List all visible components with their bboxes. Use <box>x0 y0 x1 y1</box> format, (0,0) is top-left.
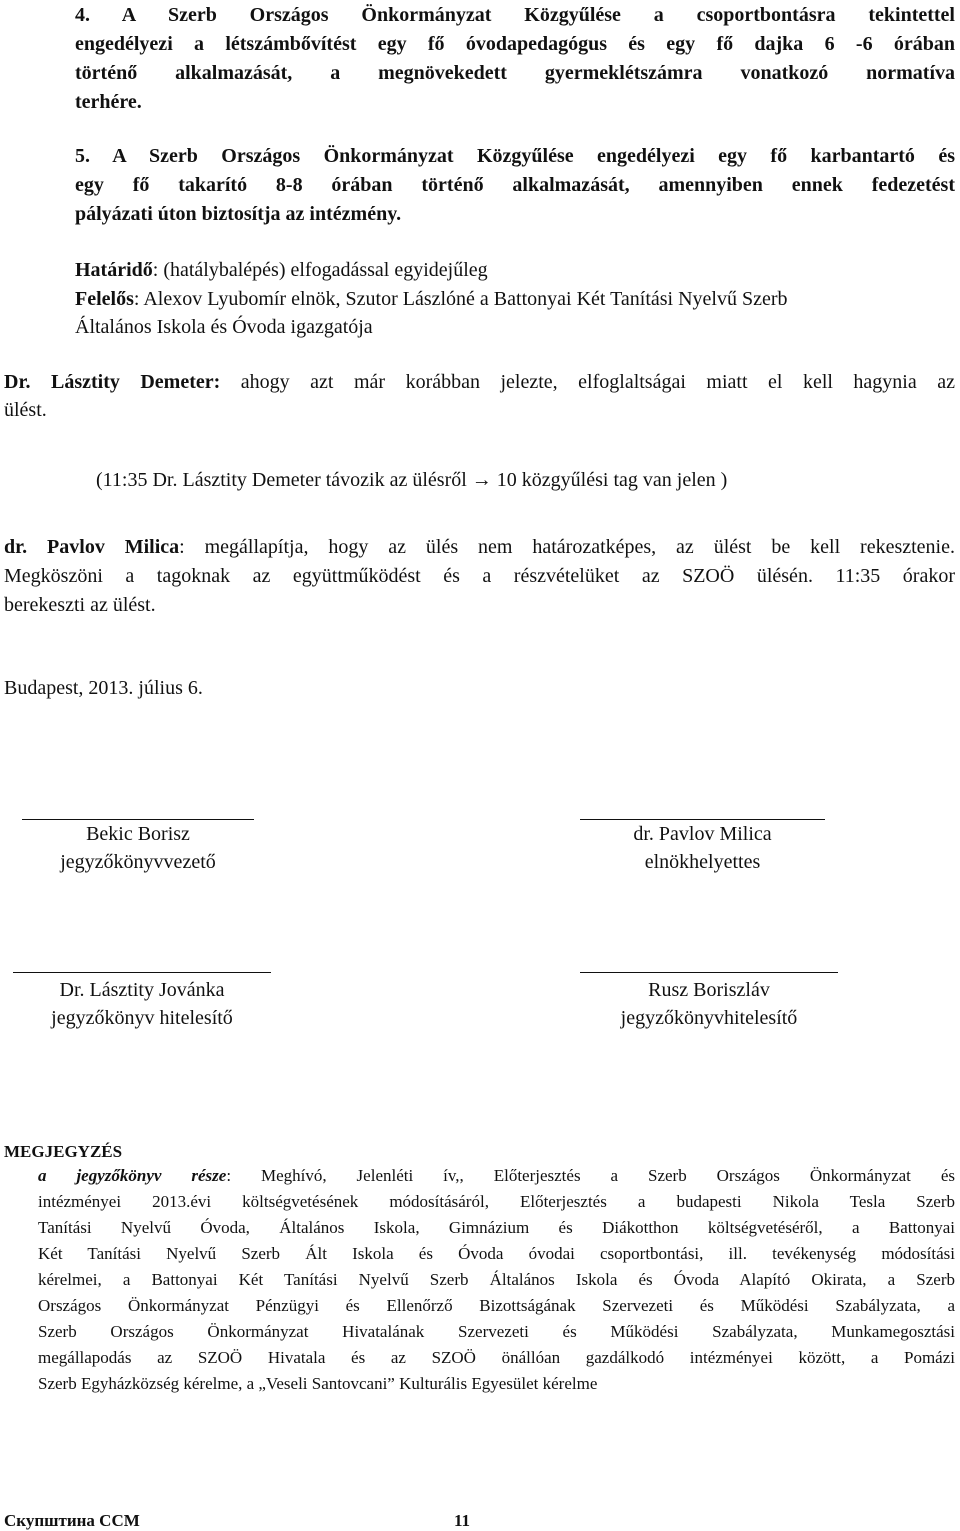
deadline-label: Határidő <box>75 259 153 281</box>
resolution-4-line: engedélyezi a létszámbővítést egy fő óvodapedagógus és egy fő dajka 6 -6 órában <box>75 33 955 55</box>
signature-role: elnökhelyettes <box>644 851 761 873</box>
signature-role: jegyzőkönyvvezető <box>60 851 216 873</box>
pavlov-statement-line-2: Megköszöni a tagoknak az együttműködést és a részvételüket az SZOÖ ülésén. 11:35 órakor <box>4 565 955 587</box>
signature-name: Dr. Lásztity Jovánka <box>59 979 225 1001</box>
lasztity-statement-line-2: ülést. <box>4 399 47 421</box>
resolution-5-line: pályázati úton biztosítja az intézmény. <box>75 203 402 225</box>
signature-line <box>580 972 838 973</box>
remark-line: Országos Önkormányzat Pénzügyi és Ellenőrző Bizottságának Szervezeti és Működési Szabályzata, a <box>38 1296 955 1315</box>
responsible-text: : Alexov Lyubomír elnök, Szutor Lászlóné a Battonyai Két Tanítási Nyelvű Szerb <box>133 288 788 310</box>
pavlov-statement-line-3: berekeszti az ülést. <box>4 594 156 616</box>
remark-line: megállapodás az SZOÖ Hivatala és az SZOÖ önállóan gazdálkodó intézményei között, a Pomázi <box>38 1348 955 1367</box>
remark-text: : Meghívó, Jelenléti ív,, Előterjesztés a Szerb Országos Önkormányzat és <box>226 1166 955 1185</box>
signature-role: jegyzőkönyvhitelesítő <box>620 1007 798 1029</box>
responsible-label: Felelős <box>75 288 134 310</box>
deadline-text: : (hatálybalépés) elfogadással egyidejűleg <box>152 259 488 281</box>
remark-line: Tanítási Nyelvű Óvoda, Általános Iskola, Gimnázium és Diákotthon költségvetéséről, a Battonyai <box>38 1218 955 1237</box>
remark-line <box>38 1164 955 1188</box>
pavlov-statement-line <box>4 536 955 559</box>
place-date: Budapest, 2013. július 6. <box>4 677 203 699</box>
resolution-5-line: 5. A Szerb Országos Önkormányzat Közgyűlése engedélyezi egy fő karbantartó és <box>75 145 955 167</box>
footer-organization: Скупштина ССМ <box>4 1511 140 1530</box>
resolution-5-line: egy fő takarító 8-8 órában történő alkalmazását, amennyiben ennek fedezetést <box>75 174 955 196</box>
deadline-line <box>75 256 488 284</box>
remark-line: intézményei 2013.évi költségvetésének módosításáról, Előterjesztés a budapesti Nikola Tesla Szerb <box>38 1192 955 1211</box>
responsible-line-2: Általános Iskola és Óvoda igazgatója <box>75 316 373 338</box>
signature-line <box>13 972 271 973</box>
speaker-name: dr. Pavlov Milica <box>4 536 180 558</box>
resolution-4-line: terhére. <box>75 91 142 113</box>
signature-role: jegyzőkönyv hitelesítő <box>51 1007 233 1029</box>
signature-name: dr. Pavlov Milica <box>633 823 772 845</box>
signature-name: Bekic Borisz <box>86 823 190 845</box>
statement-text: ahogy azt már korábban jelezte, elfoglaltságai miatt el kell hagynia az <box>220 371 955 393</box>
page-number: 11 <box>454 1511 471 1530</box>
remark-label: a jegyzőkönyv része <box>38 1166 227 1185</box>
resolution-4-line: 4. A Szerb Országos Önkormányzat Közgyűlése a csoportbontásra tekintettel <box>75 4 955 26</box>
remark-heading: MEGJEGYZÉS <box>4 1142 123 1161</box>
remark-line: Két Tanítási Nyelvű Szerb Ált Iskola és Óvoda óvodai csoportbontási, ill. tevékenység módosítási <box>38 1244 955 1263</box>
remark-line: Szerb Egyházközség kérelme, a „Veseli Santovcani” Kulturális Egyesület kérelme <box>38 1374 598 1393</box>
statement-text: : megállapítja, hogy az ülés nem határozatképes, az ülést be kell rekesztenie. <box>179 536 955 558</box>
lasztity-statement-line <box>4 371 955 394</box>
speaker-name: Dr. Lásztity Demeter: <box>4 371 221 393</box>
departure-note: (11:35 Dr. Lásztity Demeter távozik az ülésről → 10 közgyűlési tag van jelen ) <box>96 469 728 491</box>
signature-name: Rusz Boriszláv <box>648 979 770 1001</box>
remark-line: Szerb Országos Önkormányzat Hivatalának Szervezeti és Működési Szabályzata, Munkamegosztási <box>38 1322 955 1341</box>
responsible-line <box>75 285 788 313</box>
remark-line: kérelmei, a Battonyai Két Tanítási Nyelvű Szerb Általános Iskola és Óvoda Alapító Okirata, a Szerb <box>38 1270 955 1289</box>
resolution-4-line: történő alkalmazását, a megnövekedett gyermeklétszámra vonatkozó normatíva <box>75 62 955 84</box>
